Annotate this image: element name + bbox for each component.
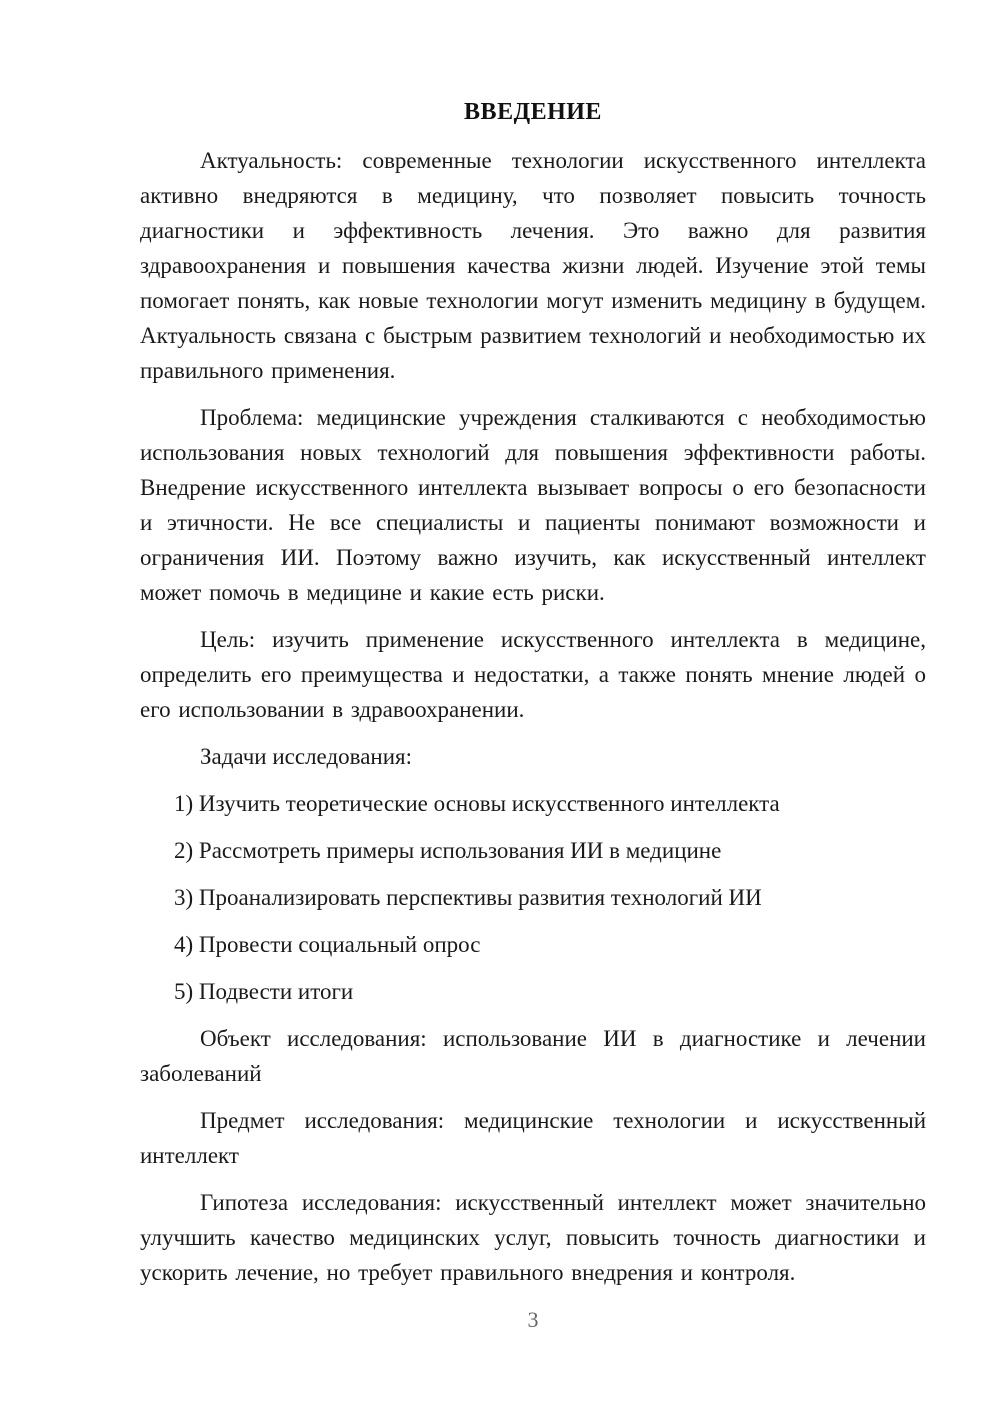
paragraph-subject: Предмет исследования: медицинские технологии и искусственный интеллект [140, 1108, 926, 1168]
task-list-item-5: 5) Подвести итоги [174, 979, 354, 1004]
task-list [140, 786, 926, 1009]
paragraph-object: Объект исследования: использование ИИ в диагностике и лечении заболеваний [140, 1026, 926, 1086]
task-list-item-3: 3) Проанализировать перспективы развития технологий ИИ [174, 885, 762, 910]
paragraph-problem: Проблема: медицинские учреждения сталкиваются с необходимостью использования новых технологий для повышения эффективности работы. Внедрение искусственного интеллекта вызывает вопросы о его безопасности и этичности. Не все специалисты и пациенты понимают возможности и ограничения ИИ. Поэтому важно изучить, как искусственный интеллект может помочь в медицине и какие есть риски. [140, 405, 926, 605]
task-list-item-2: 2) Рассмотреть примеры использования ИИ в медицине [174, 838, 722, 863]
task-list-item-1: 1) Изучить теоретические основы искусственного интеллекта [174, 791, 780, 816]
tasks-heading: Задачи исследования: [200, 744, 413, 769]
page-number: 3 [527, 1307, 539, 1332]
task-list-item-4: 4) Провести социальный опрос [174, 932, 481, 957]
paragraph-goal: Цель: изучить применение искусственного интеллекта в медицине, определить его преимущества и недостатки, а также понять мнение людей о его использовании в здравоохранении. [140, 627, 926, 722]
document-title: ВВЕДЕНИЕ [464, 99, 602, 125]
paragraph-actuality: Актуальность: современные технологии искусственного интеллекта активно внедряются в медицину, что позволяет повысить точность диагностики и эффективность лечения. Это важно для развития здравоохранения и повышения качества жизни людей. Изучение этой темы помогает понять, как новые технологии могут изменить медицину в будущем. Актуальность связана с быстрым развитием технологий и необходимостью их правильного применения. [140, 148, 926, 383]
paragraph-hypothesis: Гипотеза исследования: искусственный интеллект может значительно улучшить качество медицинских услуг, повысить точность диагностики и ускорить лечение, но требует правильного внедрения и контроля. [140, 1190, 926, 1285]
